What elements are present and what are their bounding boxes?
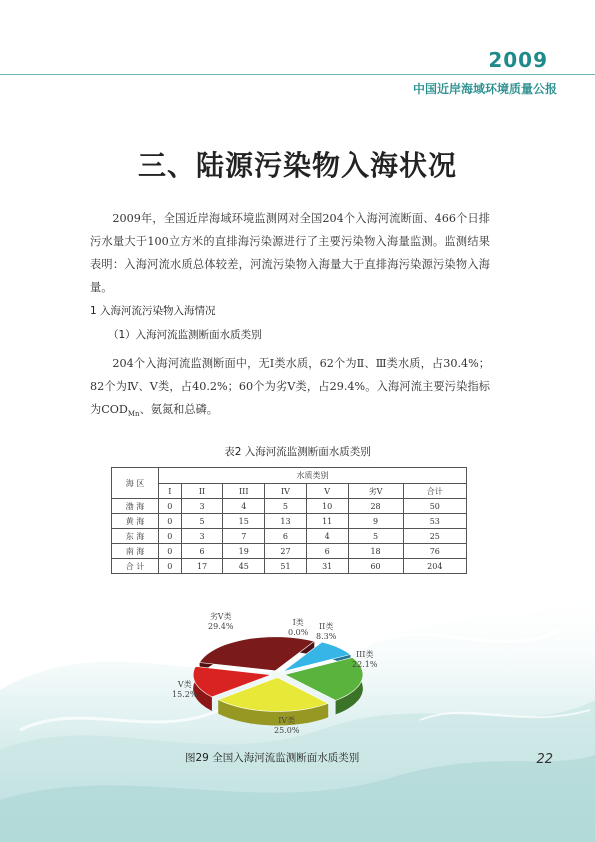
label-name: I类: [292, 618, 304, 627]
label-value: 0.0%: [288, 628, 309, 637]
table-cell: 4: [306, 529, 348, 544]
page-number: 22: [536, 752, 553, 767]
table-cell: 60: [348, 559, 403, 574]
column-header: I: [159, 484, 182, 499]
label-class-ii: [316, 622, 336, 642]
label-class-i: [288, 618, 308, 638]
table-row: [112, 499, 467, 514]
label-value: 8.3%: [316, 632, 337, 641]
table-cell: 3: [181, 529, 223, 544]
header-report-title: 中国近岸海域环境质量公报: [412, 82, 557, 96]
table-cell: 50: [403, 499, 466, 514]
label-class-iv: [274, 716, 299, 736]
header-divider: [0, 74, 595, 75]
column-header: III: [223, 484, 265, 499]
table-cell: 25: [403, 529, 466, 544]
column-header: 合计: [403, 484, 466, 499]
table-cell: 0: [159, 499, 182, 514]
label-name: III类: [355, 650, 374, 659]
table-cell: 6: [306, 544, 348, 559]
results-text-end: 、氨氮和总磷。: [139, 403, 218, 416]
table-cell: 9: [348, 514, 403, 529]
table-cell: 31: [306, 559, 348, 574]
results-paragraph: [90, 352, 490, 426]
table-row: [112, 544, 467, 559]
label-value: 22.1%: [352, 660, 378, 669]
table-cell: 10: [306, 499, 348, 514]
table-cell: 6: [265, 529, 307, 544]
table-cell: 76: [403, 544, 466, 559]
table-row: [112, 529, 467, 544]
table-cell: 28: [348, 499, 403, 514]
label-name: 劣V类: [209, 612, 232, 621]
label-value: 25.0%: [274, 726, 300, 735]
intro-paragraph: 2009年，全国近岸海域环境监测网对全国204个入海河流断面、466个日排污水量大于100立方米的直排海污染源进行了主要污染物入海量监测。监测结果表明：入海河流水质总体较差，河流污染物入海量大于直排海污染源污染物入海量。: [90, 212, 490, 294]
table-cell: 6: [181, 544, 223, 559]
table-cell: 45: [223, 559, 265, 574]
table-caption: 表2 入海河流监测断面水质类别: [224, 446, 371, 458]
table-cell: 51: [265, 559, 307, 574]
header-year: 2009: [488, 48, 548, 72]
table-cell: 204: [403, 559, 466, 574]
table-cell: 5: [265, 499, 307, 514]
table-cell: 0: [159, 559, 182, 574]
region-cell: 南 海: [112, 544, 159, 559]
table-cell: 11: [306, 514, 348, 529]
table-cell: 3: [181, 499, 223, 514]
subsection-heading: （1）入海河流监测断面水质类别: [108, 329, 262, 341]
group-header: 水质类别: [159, 468, 467, 484]
table-row: [112, 514, 467, 529]
label-class-iii: [352, 650, 377, 670]
water-quality-table: [111, 467, 467, 574]
table-cell: 0: [159, 514, 182, 529]
label-name: V类: [177, 680, 192, 689]
column-header: IV: [265, 484, 307, 499]
label-value: 29.4%: [208, 622, 234, 631]
chapter-title: 三、陆源污染物入海状况: [137, 149, 457, 182]
label-name: II类: [319, 622, 334, 631]
pie-chart: [150, 608, 410, 758]
table-row: [112, 559, 467, 574]
table-body: [112, 499, 467, 574]
column-header: II: [181, 484, 223, 499]
table-cell: 5: [348, 529, 403, 544]
table-cell: 18: [348, 544, 403, 559]
label-name: IV类: [278, 716, 296, 725]
region-cell: 渤 海: [112, 499, 159, 514]
column-header: V: [306, 484, 348, 499]
label-value: 15.2%: [172, 690, 198, 699]
label-inferior-v: [208, 612, 233, 632]
table-cell: 0: [159, 544, 182, 559]
table-cell: 27: [265, 544, 307, 559]
results-text: 204个入海河流监测断面中，无Ⅰ类水质，62个为Ⅱ、Ⅲ类水质，占30.4%；82个为Ⅳ、Ⅴ类，占40.2%；60个为劣Ⅴ类，占29.4%。入海河流主要污染指标为COD: [90, 357, 490, 416]
cod-subscript: Mn: [127, 410, 140, 419]
table-cell: 5: [181, 514, 223, 529]
table-cell: 15: [223, 514, 265, 529]
table-cell: 7: [223, 529, 265, 544]
table-cell: 4: [223, 499, 265, 514]
table-cell: 13: [265, 514, 307, 529]
region-cell: 合 计: [112, 559, 159, 574]
section-heading: 1 入海河流污染物入海情况: [90, 305, 216, 317]
table-cell: 19: [223, 544, 265, 559]
region-cell: 黄 海: [112, 514, 159, 529]
table-cell: 17: [181, 559, 223, 574]
region-cell: 东 海: [112, 529, 159, 544]
label-class-v: [172, 680, 197, 700]
table-cell: 0: [159, 529, 182, 544]
figure-caption: 图29 全国入海河流监测断面水质类别: [185, 752, 360, 764]
column-header: 劣V: [348, 484, 403, 499]
table-cell: 53: [403, 514, 466, 529]
region-header: 海 区: [112, 468, 159, 499]
